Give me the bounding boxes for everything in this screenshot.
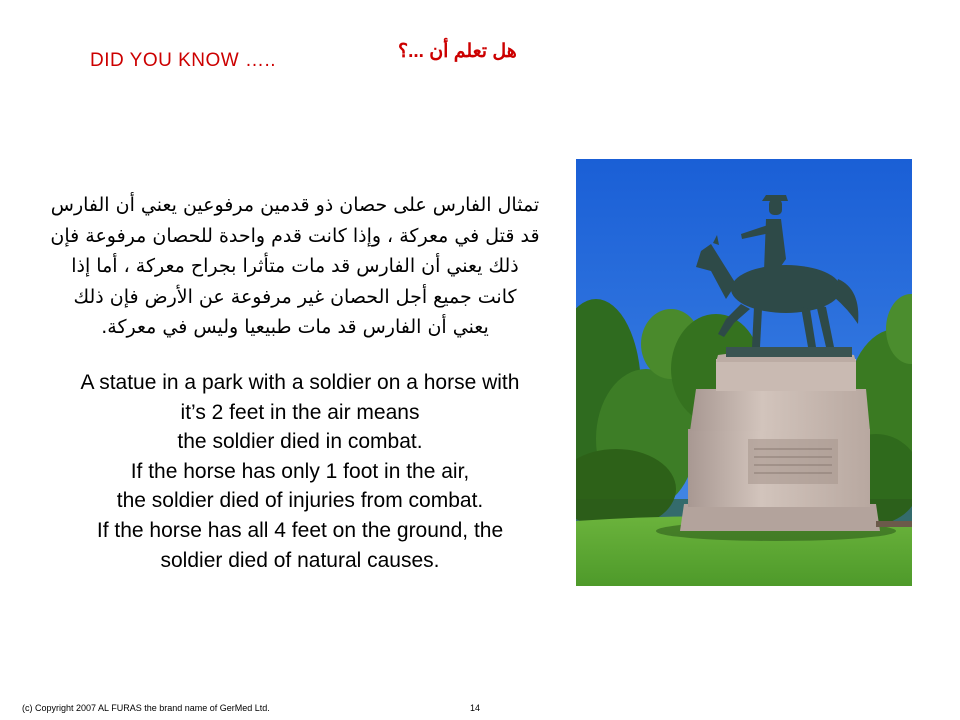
english-paragraph (30, 368, 570, 575)
slide-title-arabic: هل تعلم أن ...؟ (398, 41, 517, 62)
english-line: A statue in a park with a soldier on a horse with (80, 371, 520, 394)
english-line: If the horse has only 1 foot in the air, (130, 459, 470, 483)
arabic-line: كانت جميع أجل الحصان غير مرفوعة عن الأرض فإن ذلك (73, 285, 517, 308)
arabic-line: ذلك يعني أن الفارس قد مات متأثرا بجراح معركة ، أما إذا (71, 255, 519, 277)
page-number: 14 (470, 703, 481, 713)
english-line: the soldier died in combat. (177, 430, 423, 454)
english-line: the soldier died of injuries from combat. (116, 489, 484, 513)
english-line: If the horse has all 4 feet on the ground, the (96, 518, 504, 542)
slide-title-english: DID YOU KNOW ….. (90, 50, 277, 71)
english-line: it’s 2 feet in the air means (180, 400, 420, 424)
statue-photo (576, 159, 912, 586)
copyright-footer: (c) Copyright 2007 AL FURAS the brand name of GerMed Ltd. (22, 703, 270, 713)
arabic-line: تمثال الفارس على حصان ذو قدمين مرفوعين يعني أن الفارس (50, 194, 540, 216)
arabic-paragraph (30, 190, 560, 343)
arabic-line: يعني أن الفارس قد مات طبيعيا وليس في معركة. (101, 316, 489, 338)
arabic-line: قد قتل في معركة ، وإذا كانت قدم واحدة للحصان مرفوعة فإن (50, 224, 540, 247)
english-line: soldier died of natural causes. (160, 548, 440, 572)
